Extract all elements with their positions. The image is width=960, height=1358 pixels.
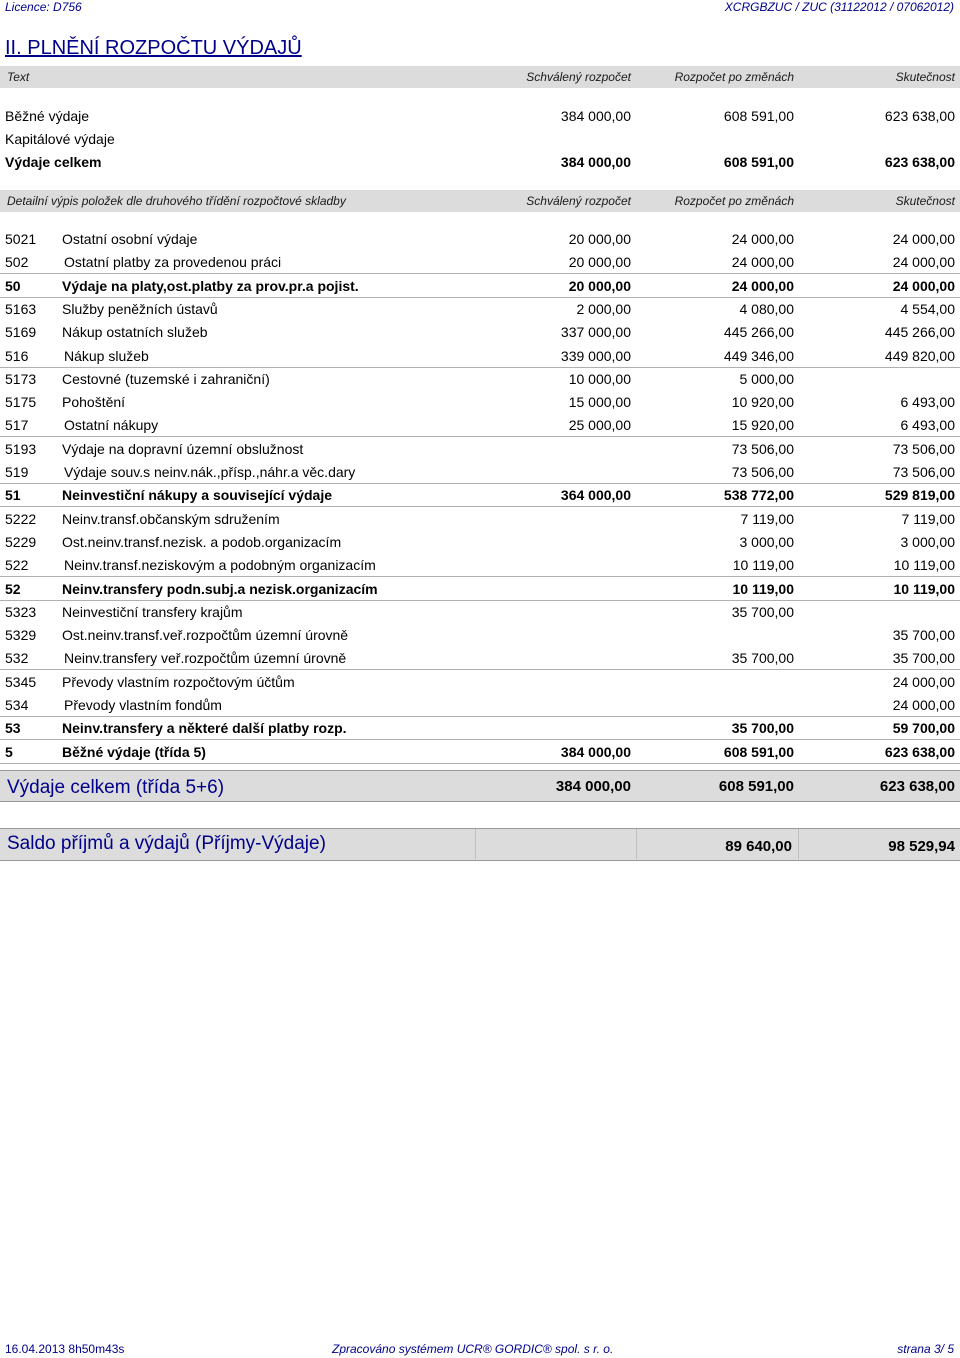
row-code: 5345 xyxy=(5,674,37,690)
col-revised-header: Rozpočet po změnách xyxy=(674,70,794,84)
row-name: Cestovné (tuzemské i zahraniční) xyxy=(62,371,270,387)
saldo-row xyxy=(0,828,960,861)
row-revised: 73 506,00 xyxy=(731,441,794,457)
row-approved: 384 000,00 xyxy=(560,744,631,760)
table-row xyxy=(0,741,960,764)
row-code: 532 xyxy=(5,650,29,666)
table-row xyxy=(0,647,960,670)
table-row xyxy=(0,508,960,530)
row-name: Neinv.transfery podn.subj.a nezisk.organizacím xyxy=(62,581,378,597)
table-row xyxy=(0,624,960,646)
row-name: Ost.neinv.transf.nezisk. a podob.organizacím xyxy=(62,534,342,550)
table-row xyxy=(0,601,960,623)
row-actual: 7 119,00 xyxy=(901,511,955,527)
cell-divider xyxy=(475,829,476,859)
row-revised: 7 119,00 xyxy=(740,511,794,527)
table-row xyxy=(0,438,960,460)
row-name: Služby peněžních ústavů xyxy=(62,301,218,317)
saldo-label: Saldo příjmů a výdajů (Příjmy-Výdaje) xyxy=(7,833,326,854)
row-actual: 623 638,00 xyxy=(884,744,955,760)
row-name: Ostatní osobní výdaje xyxy=(62,231,198,247)
row-code: 5193 xyxy=(5,441,37,457)
row-code: 502 xyxy=(5,254,29,270)
grand-total-approved: 384 000,00 xyxy=(555,778,631,795)
row-revised: 24 000,00 xyxy=(731,254,794,270)
row-name: Ostatní platby za provedenou práci xyxy=(64,254,282,270)
row-actual: 623 638,00 xyxy=(884,108,955,124)
row-revised: 608 591,00 xyxy=(723,744,794,760)
row-actual: 24 000,00 xyxy=(892,697,955,713)
row-revised: 3 000,00 xyxy=(739,534,794,550)
row-revised: 24 000,00 xyxy=(731,231,794,247)
row-code: 51 xyxy=(5,487,21,503)
row-code: 50 xyxy=(5,278,21,294)
row-approved: 2 000,00 xyxy=(576,301,631,317)
row-revised: 24 000,00 xyxy=(731,278,794,294)
row-actual: 529 819,00 xyxy=(884,487,955,503)
licence-label: Licence: D756 xyxy=(5,0,82,14)
row-approved: 25 000,00 xyxy=(568,417,631,433)
row-actual: 623 638,00 xyxy=(884,154,955,170)
row-name: Pohoštění xyxy=(62,394,126,410)
row-name: Převody vlastním rozpočtovým účtům xyxy=(62,674,295,690)
saldo-actual: 98 529,94 xyxy=(888,838,955,855)
row-revised: 10 920,00 xyxy=(731,394,794,410)
row-revised: 538 772,00 xyxy=(723,487,794,503)
summary-total-row xyxy=(0,151,960,173)
row-revised: 73 506,00 xyxy=(731,464,794,480)
row-revised: 608 591,00 xyxy=(723,108,794,124)
row-actual: 10 119,00 xyxy=(893,557,955,573)
row-approved: 384 000,00 xyxy=(560,108,631,124)
row-actual: 6 493,00 xyxy=(900,394,955,410)
grand-total-actual: 623 638,00 xyxy=(879,778,955,795)
row-code: 5169 xyxy=(5,324,37,340)
table-row xyxy=(0,275,960,298)
table-row xyxy=(0,321,960,343)
row-name: Neinvestiční transfery krajům xyxy=(62,604,243,620)
table-row xyxy=(0,345,960,368)
row-code: 5329 xyxy=(5,627,37,643)
table-row xyxy=(0,298,960,320)
row-code: 5323 xyxy=(5,604,37,620)
row-name: Neinvestiční nákupy a související výdaje xyxy=(62,487,333,503)
row-name: Neinv.transf.neziskovým a podobným organizacím xyxy=(64,557,376,573)
table-row xyxy=(0,578,960,601)
footer-page: strana 3/ 5 xyxy=(897,1342,954,1356)
row-approved: 337 000,00 xyxy=(560,324,631,340)
row-revised: 608 591,00 xyxy=(723,154,794,170)
row-name: Běžné výdaje (třída 5) xyxy=(62,744,206,760)
row-approved: 10 000,00 xyxy=(568,371,631,387)
page-title: II. PLNĚNÍ ROZPOČTU VÝDAJŮ xyxy=(5,37,302,59)
row-revised: 5 000,00 xyxy=(739,371,794,387)
col-approved-header: Schválený rozpočet xyxy=(526,70,631,84)
row-code: 5229 xyxy=(5,534,37,550)
row-code: 5021 xyxy=(5,231,37,247)
row-actual: 24 000,00 xyxy=(892,674,955,690)
table-row xyxy=(0,717,960,740)
row-approved: 20 000,00 xyxy=(568,278,631,294)
row-revised: 35 700,00 xyxy=(731,720,794,736)
col-approved-header: Schválený rozpočet xyxy=(526,194,631,208)
row-name: Běžné výdaje xyxy=(5,108,90,124)
grand-total-row xyxy=(0,770,960,802)
table-row xyxy=(0,251,960,274)
saldo-revised: 89 640,00 xyxy=(725,838,792,855)
row-actual: 73 506,00 xyxy=(892,464,955,480)
summary-row xyxy=(0,128,960,150)
row-actual: 445 266,00 xyxy=(884,324,955,340)
row-approved: 339 000,00 xyxy=(560,348,631,364)
row-actual: 35 700,00 xyxy=(892,627,955,643)
row-code: 534 xyxy=(5,697,29,713)
row-name: Neinv.transfery a některé další platby rozp. xyxy=(62,720,347,736)
document-code: XCRGBZUC / ZUC (31122012 / 07062012) xyxy=(724,0,954,14)
row-code: 53 xyxy=(5,720,21,736)
col-revised-header: Rozpočet po změnách xyxy=(674,194,794,208)
grand-total-label: Výdaje celkem (třída 5+6) xyxy=(7,777,225,798)
table-row xyxy=(0,694,960,717)
col-actual-header: Skutečnost xyxy=(895,70,955,84)
table-row xyxy=(0,228,960,250)
row-revised: 449 346,00 xyxy=(723,348,794,364)
row-actual: 73 506,00 xyxy=(892,441,955,457)
col-text-header: Text xyxy=(7,70,30,84)
cell-divider xyxy=(636,829,637,859)
row-name: Výdaje na dopravní územní obslužnost xyxy=(62,441,304,457)
row-revised: 35 700,00 xyxy=(731,604,794,620)
row-code: 5163 xyxy=(5,301,37,317)
row-name: Nákup ostatních služeb xyxy=(62,324,208,340)
row-actual: 6 493,00 xyxy=(900,417,955,433)
table-row xyxy=(0,461,960,484)
grand-total-revised: 608 591,00 xyxy=(718,778,794,795)
summary-header xyxy=(0,66,960,88)
cell-divider xyxy=(798,829,799,859)
row-approved: 15 000,00 xyxy=(568,394,631,410)
detail-header xyxy=(0,190,960,212)
row-code: 52 xyxy=(5,581,21,597)
col-actual-header: Skutečnost xyxy=(895,194,955,208)
row-approved: 20 000,00 xyxy=(568,231,631,247)
row-revised: 445 266,00 xyxy=(723,324,794,340)
row-actual: 10 119,00 xyxy=(893,581,955,597)
row-code: 519 xyxy=(5,464,29,480)
row-approved: 384 000,00 xyxy=(560,154,631,170)
row-name: Převody vlastním fondům xyxy=(64,697,222,713)
footer-system: Zpracováno systémem UCR® GORDIC® spol. s r. o. xyxy=(332,1342,614,1356)
row-actual: 449 820,00 xyxy=(884,348,955,364)
footer-date: 16.04.2013 8h50m43s xyxy=(5,1342,125,1356)
row-name: Ostatní nákupy xyxy=(64,417,159,433)
row-code: 516 xyxy=(5,348,29,364)
row-code: 517 xyxy=(5,417,29,433)
table-row xyxy=(0,368,960,390)
row-actual: 3 000,00 xyxy=(900,534,955,550)
row-name: Výdaje celkem xyxy=(5,154,102,170)
table-row xyxy=(0,554,960,577)
summary-row xyxy=(0,105,960,127)
row-code: 522 xyxy=(5,557,29,573)
col-detail-text-header: Detailní výpis položek dle druhového třídění rozpočtové skladby xyxy=(7,194,346,208)
row-actual: 59 700,00 xyxy=(892,720,955,736)
row-actual: 4 554,00 xyxy=(900,301,955,317)
row-revised: 35 700,00 xyxy=(731,650,794,666)
row-name: Neinv.transfery veř.rozpočtům územní úrovně xyxy=(64,650,347,666)
row-name: Ost.neinv.transf.veř.rozpočtům územní úrovně xyxy=(62,627,349,643)
row-name: Výdaje souv.s neinv.nák.,přísp.,náhr.a věc.dary xyxy=(64,464,356,480)
row-revised: 10 119,00 xyxy=(732,581,794,597)
row-revised: 4 080,00 xyxy=(739,301,794,317)
row-name: Výdaje na platy,ost.platby za prov.pr.a pojist. xyxy=(62,278,359,294)
row-revised: 10 119,00 xyxy=(732,557,794,573)
row-approved: 20 000,00 xyxy=(568,254,631,270)
row-revised: 15 920,00 xyxy=(731,417,794,433)
row-approved: 364 000,00 xyxy=(560,487,631,503)
row-actual: 35 700,00 xyxy=(892,650,955,666)
table-row xyxy=(0,671,960,693)
row-actual: 24 000,00 xyxy=(892,278,955,294)
table-row xyxy=(0,531,960,553)
table-row xyxy=(0,414,960,437)
row-name: Nákup služeb xyxy=(64,348,149,364)
row-actual: 24 000,00 xyxy=(892,254,955,270)
row-name: Neinv.transf.občanským sdružením xyxy=(62,511,280,527)
row-code: 5222 xyxy=(5,511,37,527)
row-name: Kapitálové výdaje xyxy=(5,131,115,147)
row-code: 5 xyxy=(5,744,13,760)
table-row xyxy=(0,391,960,413)
row-code: 5173 xyxy=(5,371,37,387)
row-actual: 24 000,00 xyxy=(892,231,955,247)
table-row xyxy=(0,484,960,507)
row-code: 5175 xyxy=(5,394,37,410)
